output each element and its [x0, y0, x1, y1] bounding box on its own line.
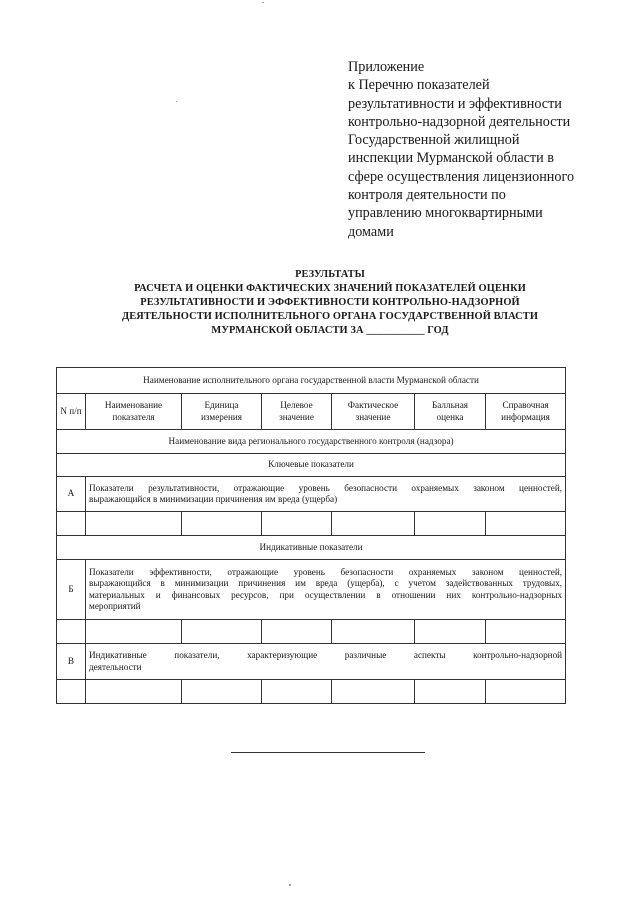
control-type-cell: Наименование вида регионального государственного контроля (надзора)	[57, 430, 566, 454]
section-b-letter: Б	[57, 560, 86, 620]
section-b-text	[86, 560, 566, 620]
blank-cell	[57, 680, 86, 704]
indicative-indicators-row	[57, 536, 566, 560]
org-header-row	[57, 368, 566, 394]
blank-cell	[415, 512, 486, 536]
section-c-text-line: Индикативные показатели, характеризующие различные аспекты контрольно-надзорной	[89, 650, 563, 660]
blank-cell	[57, 620, 86, 644]
section-a-text-line: выражающийся в минимизации причинения им вреда (ущерба)	[89, 494, 338, 504]
heading-line: ДЕЯТЕЛЬНОСТИ ИСПОЛНИТЕЛЬНОГО ОРГАНА ГОСУДАРСТВЕННОЙ ВЛАСТИ	[121, 311, 539, 322]
document-heading	[60, 268, 600, 338]
section-b-blank-row	[57, 620, 566, 644]
blank-cell	[332, 680, 415, 704]
key-indicators-header: Ключевые показатели	[57, 454, 566, 477]
section-a-text-line: Показатели результативности, отражающие уровень безопасности охраняемых законом ценностей,	[89, 482, 563, 493]
results-table	[56, 367, 566, 704]
org-header-cell: Наименование исполнительного органа государственной власти Мурманской области	[57, 368, 566, 394]
blank-cell	[262, 680, 332, 704]
blank-cell	[182, 620, 262, 644]
section-b-text-line: материальных и финансовых ресурсов, при осуществлении в отношении них контрольно-надзорных	[89, 589, 563, 600]
footer-divider	[231, 752, 425, 753]
appendix-line: Государственной жилищной	[348, 132, 520, 149]
appendix-line: результативности и эффективности	[348, 95, 562, 112]
appendix-line: Приложение	[348, 59, 425, 75]
heading-line: РЕЗУЛЬТАТИВНОСТИ И ЭФФЕКТИВНОСТИ КОНТРОЛЬНО-НАДЗОРНОЙ	[140, 297, 520, 308]
section-a-blank-row	[57, 512, 566, 536]
heading-line: РАСЧЕТА И ОЦЕНКИ ФАКТИЧЕСКИХ ЗНАЧЕНИЙ ПОКАЗАТЕЛЕЙ ОЦЕНКИ	[134, 283, 526, 294]
appendix-line: сфере осуществления лицензионного	[348, 168, 575, 185]
col-header-score: Балльная оценка	[415, 394, 486, 430]
col-header-actual: Фактическое значение	[332, 394, 415, 430]
col-header-unit: Единица измерения	[182, 394, 262, 430]
scan-speck	[289, 884, 291, 886]
section-a-row	[57, 477, 566, 512]
blank-cell	[486, 620, 566, 644]
appendix-line: к Перечню показателей	[348, 77, 490, 94]
appendix-line: домами	[348, 223, 394, 240]
column-header-row	[57, 394, 566, 430]
scan-speck	[176, 101, 177, 102]
blank-cell	[262, 620, 332, 644]
col-header-info: Справочная информация	[486, 394, 566, 430]
section-a-letter: А	[57, 477, 86, 512]
section-c-blank-row	[57, 680, 566, 704]
blank-cell	[332, 620, 415, 644]
section-c-row	[57, 644, 566, 680]
blank-cell	[86, 680, 182, 704]
appendix-line: инспекции Мурманской области в	[348, 150, 554, 167]
blank-cell	[57, 512, 86, 536]
heading-line: МУРМАНСКОЙ ОБЛАСТИ ЗА ___________ ГОД	[211, 325, 449, 336]
blank-cell	[486, 680, 566, 704]
col-header-name: Наименование показателя	[86, 394, 182, 430]
section-a-text	[86, 477, 566, 512]
indicative-indicators-header: Индикативные показатели	[57, 536, 566, 560]
blank-cell	[415, 680, 486, 704]
appendix-block	[348, 58, 598, 241]
blank-cell	[415, 620, 486, 644]
blank-cell	[262, 512, 332, 536]
appendix-line: контроля деятельности по	[348, 187, 506, 204]
scan-speck	[262, 2, 264, 3]
section-c-letter: В	[57, 644, 86, 680]
blank-cell	[486, 512, 566, 536]
blank-cell	[86, 512, 182, 536]
col-header-target: Целевое значение	[262, 394, 332, 430]
appendix-line: управлению многоквартирными	[348, 205, 543, 222]
heading-title: РЕЗУЛЬТАТЫ	[295, 269, 365, 280]
col-header-num: N п/п	[57, 394, 86, 430]
section-b-text-line: выражающийся в минимизации причинения им вреда (ущерба), с учетом задействованных трудовых,	[89, 578, 563, 588]
blank-cell	[182, 512, 262, 536]
appendix-line: контрольно-надзорной деятельности	[348, 113, 571, 130]
control-type-row	[57, 430, 566, 454]
section-b-text-line: Показатели эффективности, отражающие уровень безопасности охраняемых законом ценностей,	[89, 566, 563, 577]
section-b-text-line: мероприятий	[89, 601, 141, 611]
blank-cell	[86, 620, 182, 644]
section-c-text	[86, 644, 566, 680]
section-c-text-line: деятельности	[89, 661, 142, 672]
blank-cell	[332, 512, 415, 536]
section-b-row	[57, 560, 566, 620]
blank-cell	[182, 680, 262, 704]
key-indicators-row	[57, 454, 566, 477]
